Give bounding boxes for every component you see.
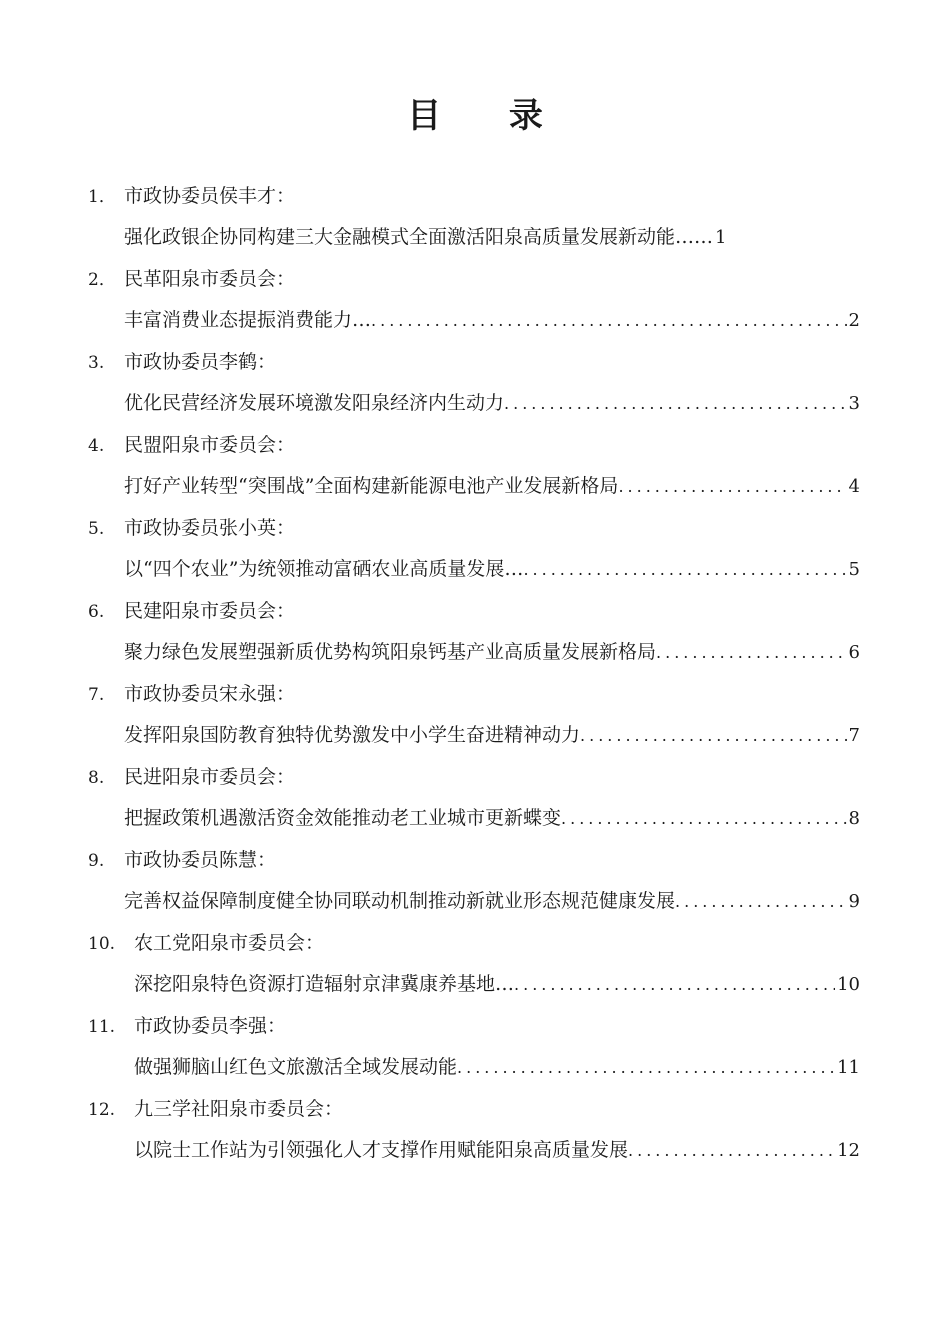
toc-entry-title: 做强狮脑山红色文旅激活全域发展动能 (134, 1056, 458, 1078)
toc-entry-line (124, 302, 860, 338)
toc-entry-author-name: 市政协委员陈慧： (124, 849, 277, 871)
toc-entry-author-name: 市政协委员李鹤： (124, 351, 277, 373)
toc-entry-page: 7 (848, 725, 860, 746)
toc-entry-line (134, 966, 860, 1002)
toc-entry-number: 4. (88, 436, 105, 456)
table-of-contents (88, 178, 860, 1174)
toc-entry-line (134, 1049, 860, 1085)
toc-entry-author (88, 842, 276, 878)
toc-entry-title: 打好产业转型“突围战”全面构建新能源电池产业发展新格局 (124, 475, 619, 497)
toc-entry-author-name: 市政协委员侯丰才： (124, 185, 296, 207)
toc-entry-line (124, 883, 860, 919)
toc-entry-author (88, 593, 295, 629)
toc-entry-author-name: 市政协委员李强： (134, 1015, 287, 1037)
toc-entry-title: 丰富消费业态提振消费能力… (124, 309, 372, 331)
toc-entry-number: 9. (88, 851, 105, 871)
toc-entry-author-name: 农工党阳泉市委员会： (134, 932, 325, 954)
toc-leader-dots (675, 884, 847, 920)
toc-entry-title: 聚力绿色发展塑强新质优势构筑阳泉钙基产业高质量发展新格局 (124, 641, 657, 663)
toc-entry[interactable] (88, 676, 860, 759)
toc-entry-author (88, 510, 295, 546)
toc-entry-number: 10. (88, 934, 116, 954)
toc-entry-author-name: 市政协委员宋永强： (124, 683, 296, 705)
toc-entry-number: 8. (88, 768, 105, 788)
toc-entry-number: 6. (88, 602, 105, 622)
toc-entry[interactable] (88, 1091, 860, 1174)
toc-leader-dots (523, 552, 846, 588)
toc-entry-page: 4 (848, 476, 860, 497)
toc-entry[interactable] (88, 344, 860, 427)
toc-entry-line (134, 1132, 860, 1168)
toc-entry-number: 1． (88, 187, 116, 207)
toc-entry-page: 3 (848, 393, 860, 414)
toc-entry-page: 2 (848, 310, 860, 331)
toc-entry-page: 12 (837, 1140, 860, 1161)
toc-leader-dots (514, 967, 835, 1003)
toc-entry-number: 11. (88, 1017, 116, 1037)
toc-entry-line (124, 800, 860, 836)
toc-entry[interactable] (88, 178, 860, 261)
toc-entry-author (88, 1091, 343, 1127)
toc-entry-author (88, 1008, 286, 1044)
page-title: 目 录 (407, 96, 571, 136)
toc-entry-number: 12. (88, 1100, 116, 1120)
toc-entry-author (88, 344, 276, 380)
toc-entry-title: 以院士工作站为引领强化人才支撑作用赋能阳泉高质量发展 (134, 1139, 629, 1161)
toc-entry-author (88, 261, 295, 297)
toc-entry[interactable] (88, 427, 860, 510)
toc-entry-number: 3. (88, 353, 105, 373)
toc-entry-title: 把握政策机遇激活资金效能推动老工业城市更新蝶变 (124, 807, 562, 829)
toc-entry-page: 8 (848, 808, 860, 829)
toc-entry-line (124, 717, 860, 753)
toc-entry-author (88, 178, 295, 214)
toc-entry[interactable] (88, 1008, 860, 1091)
toc-entry-line (124, 219, 860, 255)
toc-entry-author-name: 市政协委员张小英： (124, 517, 296, 539)
toc-entry-number: 7. (88, 685, 105, 705)
toc-entry-page: 5 (848, 559, 860, 580)
toc-entry-line (124, 385, 860, 421)
toc-entry-author (88, 925, 324, 961)
toc-leader-dots (618, 469, 846, 505)
toc-entry-page: 11 (837, 1057, 860, 1078)
toc-entry-title: 深挖阳泉特色资源打造辐射京津冀康养基地… (134, 973, 515, 995)
toc-entry-author-name: 民进阳泉市委员会： (124, 766, 296, 788)
toc-entry-page: 10 (837, 974, 860, 995)
toc-leader-dots (628, 1133, 835, 1169)
toc-entry-page: 6 (848, 642, 860, 663)
toc-entry-number: 5. (88, 519, 105, 539)
toc-entry-author (88, 759, 295, 795)
toc-entry-line (124, 551, 860, 587)
toc-leader-dots (371, 303, 847, 339)
toc-entry-author (88, 427, 295, 463)
toc-entry[interactable] (88, 261, 860, 344)
toc-leader-dots (656, 635, 847, 671)
toc-entry-page: 9 (848, 891, 860, 912)
toc-entry-author-name: 九三学社阳泉市委员会： (134, 1098, 344, 1120)
toc-leader-dots (504, 386, 847, 422)
toc-leader-dots (457, 1050, 835, 1086)
toc-entry[interactable] (88, 593, 860, 676)
toc-entry-page: 1 (715, 227, 727, 248)
toc-entry-title: 优化民营经济发展环境激发阳泉经济内生动力 (124, 392, 505, 414)
toc-entry-line (124, 634, 860, 670)
toc-leader-dots (580, 718, 847, 754)
toc-entry-title: 以“四个农业”为统领推动富硒农业高质量发展… (124, 558, 524, 580)
toc-entry[interactable] (88, 925, 860, 1008)
toc-entry[interactable] (88, 510, 860, 593)
toc-entry-number: 2． (88, 270, 116, 290)
toc-entry-author-name: 民建阳泉市委员会： (124, 600, 296, 622)
toc-entry[interactable] (88, 759, 860, 842)
toc-entry[interactable] (88, 842, 860, 925)
toc-entry-title: 强化政银企协同构建三大金融模式全面激活阳泉高质量发展新动能…… (124, 226, 714, 248)
toc-entry-title: 完善权益保障制度健全协同联动机制推动新就业形态规范健康发展 (124, 890, 676, 912)
toc-entry-author-name: 民革阳泉市委员会： (124, 268, 296, 290)
toc-entry-author-name: 民盟阳泉市委员会： (124, 434, 296, 456)
toc-entry-title: 发挥阳泉国防教育独特优势激发中小学生奋进精神动力 (124, 724, 581, 746)
toc-entry-line (124, 468, 860, 504)
toc-entry-author (88, 676, 295, 712)
toc-leader-dots (561, 801, 847, 837)
